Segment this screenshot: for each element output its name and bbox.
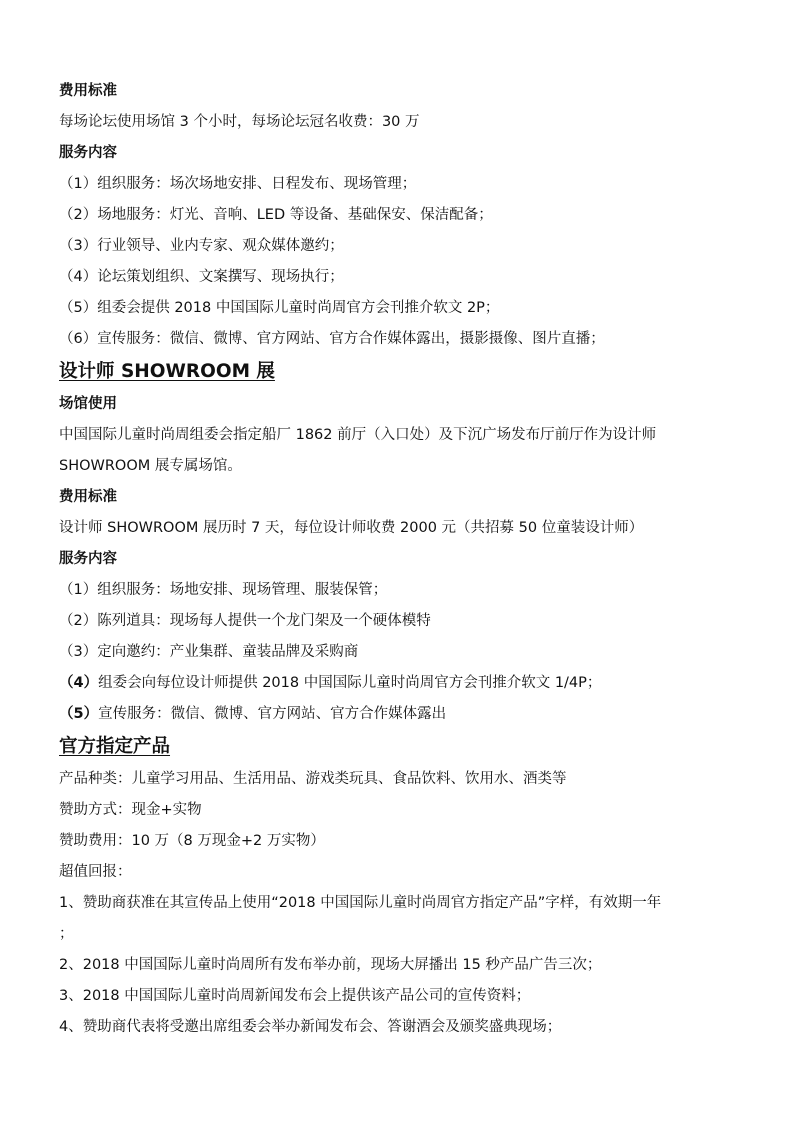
showroom-service-item-1 [59,575,749,606]
item-text: 陈列道具：现场每人提供一个龙门架及一个硬体模特 [97,613,431,629]
item-text: 宣传服务：微信、微博、官方网站、官方合作媒体露出 [98,706,447,722]
section-heading-products: 官方指定产品 [59,736,171,757]
return-item-1: 1、赞助商获准在其宣传品上使用“2018 中国国际儿童时尚周官方指定产品”字样，有效期一年 [59,895,662,911]
service-content-label: 服务内容 [59,145,117,161]
showroom-service-item-2 [59,606,749,637]
forum-service-item-1: （1）组织服务：场次场地安排、日程发布、现场管理； [59,176,417,192]
forum-service-item-3: （3）行业领导、业内专家、观众媒体邀约； [59,238,344,254]
sponsor-fee: 赞助费用：10 万（8 万现金+2 万实物） [59,833,325,849]
item-number: （5） [59,706,99,722]
item-number: （3） [59,644,98,660]
forum-service-item-2: （2）场地服务：灯光、音响、LED 等设备、基础保安、保洁配备； [59,207,493,223]
forum-service-item-4: （4）论坛策划组织、文案撰写、现场执行； [59,269,344,285]
return-item-1-continuation: ； [59,926,74,942]
return-item-3: 3、2018 中国国际儿童时尚周新闻发布会上提供该产品公司的宣传资料； [59,988,531,1004]
product-categories: 产品种类：儿童学习用品、生活用品、游戏类玩具、食品饮料、饮用水、酒类等 [59,771,567,787]
item-number: （2） [59,613,98,629]
item-text: 组委会向每位设计师提供 2018 中国国际儿童时尚周官方会刊推介软文 1/4P； [98,675,602,691]
item-text: 组织服务：场地安排、现场管理、服装保管； [97,582,388,598]
fee-standard-label: 费用标准 [59,83,117,99]
venue-text-line-2: SHOWROOM 展专属场馆。 [59,458,242,474]
forum-fee-text: 每场论坛使用场馆 3 个小时，每场论坛冠名收费：30 万 [59,114,420,130]
returns-label: 超值回报： [59,864,132,880]
section-heading-showroom: 设计师 SHOWROOM 展 [59,361,275,382]
return-item-4: 4、赞助商代表将受邀出席组委会举办新闻发布会、答谢酒会及颁奖盛典现场； [59,1019,562,1035]
showroom-fee-text: 设计师 SHOWROOM 展历时 7 天，每位设计师收费 2000 元（共招募 50 位童装设计师） [59,520,644,536]
showroom-service-item-3 [59,637,749,668]
document-page [59,76,749,1043]
sponsor-method: 赞助方式：现金+实物 [59,802,202,818]
service-content-label-2: 服务内容 [59,551,117,567]
venue-text-line-1: 中国国际儿童时尚周组委会指定船厂 1862 前厅（入口处）及下沉广场发布厅前厅作为设计师 [59,427,657,443]
item-text: 定向邀约：产业集群、童装品牌及采购商 [97,644,359,660]
venue-usage-label: 场馆使用 [59,396,117,412]
showroom-service-item-4 [59,668,749,699]
fee-standard-label-2: 费用标准 [59,489,117,505]
forum-service-item-6: （6）宣传服务：微信、微博、官方网站、官方合作媒体露出，摄影摄像、图片直播； [59,331,605,347]
showroom-service-item-5 [59,699,749,730]
item-number: （4） [59,675,99,691]
return-item-2: 2、2018 中国国际儿童时尚周所有发布举办前，现场大屏播出 15 秒产品广告三次； [59,957,602,973]
item-number: （1） [59,582,98,598]
forum-service-item-5: （5）组委会提供 2018 中国国际儿童时尚周官方会刊推介软文 2P； [59,300,500,316]
